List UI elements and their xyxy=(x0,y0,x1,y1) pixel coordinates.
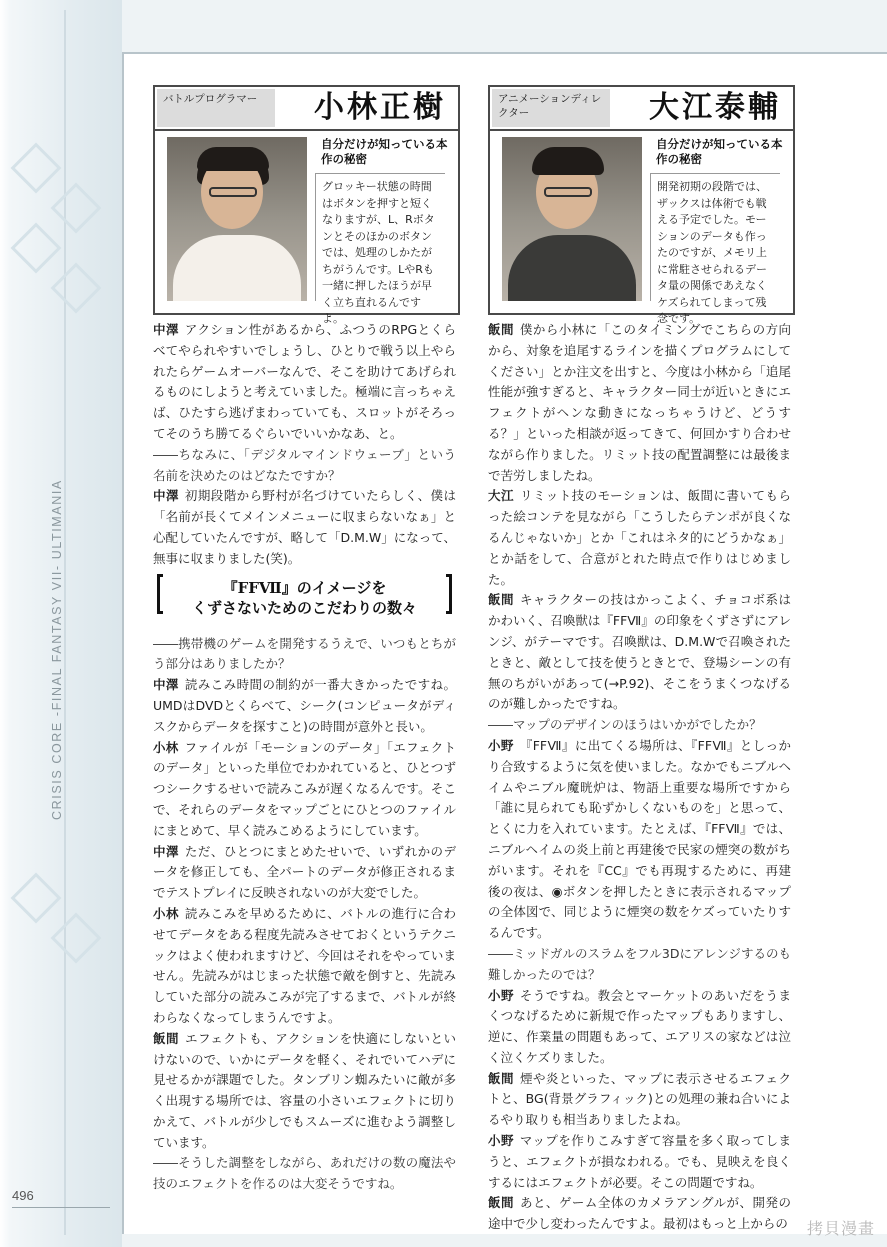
pattern-ornament xyxy=(11,223,62,274)
section-heading xyxy=(153,574,456,632)
profile-answer: グロッキー状態の時間はボタンを押すと短くなりますが、L、Rボタンとそのほかのボタンでは、処理のしかたがちがうんです。LやRも一緒に押したほうが早く立ち直れるんですよ。 xyxy=(315,173,445,301)
photo-figure-hair-top xyxy=(197,147,269,171)
dialogue-text: 僕から小林に「このタイミングでこちらの方向から、対象を追尾するラインを描くプログラムにしてください」とか注文を出すと、今度は小林から「追尾性能が強すぎると、キャラクター同士が近いときにエフェクトがヘンな動きになっちゃうけど、どうする？」といった相談が返ってきて、何回かすり合わせながら作りました。リミット技の配置調整には最後まで苦労しましたね。 xyxy=(488,322,791,483)
dialogue-text: ただ、ひとつにまとめたせいで、いずれかのデータを修正しても、全パートのデータが修正されるまでテストプレイに反映されないのが大変でした。 xyxy=(153,843,456,901)
interviewer-question xyxy=(488,715,791,736)
speaker-name: 小林 xyxy=(153,905,179,921)
interviewer-question xyxy=(153,445,456,487)
dialogue-text: リミット技のモーションは、飯間に書いてもらった絵コンテを見ながら「こうしたらテンポが良くなるんじゃないか」とか「これはネタ的にどうかなぁ」とか話をして、合意がとれた時点で作りはじめました。 xyxy=(488,488,791,587)
pattern-ornament xyxy=(11,873,62,924)
page-number-rule xyxy=(12,1207,110,1208)
dialogue-text: ――マップのデザインのほうはいかがでしたか？ xyxy=(488,717,762,733)
dialogue-line xyxy=(153,675,456,737)
speaker-name: 飯間 xyxy=(488,322,514,337)
profile-header xyxy=(490,87,793,131)
dialogue-line xyxy=(153,1029,456,1154)
bracket-right xyxy=(446,574,452,614)
dialogue-line xyxy=(153,738,456,842)
watermark-text: 拷貝漫畫 xyxy=(806,1219,875,1238)
profile-card-oe xyxy=(488,85,795,325)
page-sidebar xyxy=(0,0,122,1247)
dialogue-line xyxy=(488,486,791,590)
profile-question: 自分だけが知っている本作の秘密 xyxy=(321,137,448,166)
speaker-name: 小林 xyxy=(153,739,179,755)
profile-card-kobayashi xyxy=(153,85,460,325)
photo-figure-body xyxy=(508,235,636,301)
dialogue-text: 初期段階から野村が名づけていたらしく、僕は「名前が長くてメインメニューに収まらないなぁ」と心配していたんですが、略して「D.M.W」になって、無事に収まりました(笑)。 xyxy=(153,488,456,566)
speaker-name: 小野 xyxy=(488,987,514,1003)
speaker-name: 中澤 xyxy=(153,488,179,504)
speaker-name: 飯間 xyxy=(488,592,514,608)
dialogue-text: そうですね。教会とマーケットのあいだをうまくつなげるために新規で作ったマップもありますし、逆に、作業量の問題もあって、エアリスの家などは泣く泣くケズりました。 xyxy=(488,987,791,1065)
top-band xyxy=(122,0,887,52)
dialogue-line xyxy=(153,320,456,445)
profile-answer: 開発初期の段階では、ザックスは体術でも戦える予定でした。モーションのデータも作ったのですが、メモリ上に常駐させられるデータ量の関係であえなくケズられてしまって残念です。 xyxy=(650,173,780,301)
photo-glasses xyxy=(544,187,592,197)
left-text-column xyxy=(153,320,456,1195)
dialogue-text: ――ミッドガルのスラムをフル3Dにアレンジするのも難しかったのでは？ xyxy=(488,945,791,982)
profile-name: 小林正樹 xyxy=(314,90,446,125)
section-heading-line-1: 『FFⅦ』のイメージを xyxy=(222,578,387,597)
pattern-ornament xyxy=(51,913,102,964)
photo-figure-body xyxy=(173,235,301,301)
pattern-ornament xyxy=(51,183,102,234)
dialogue-line xyxy=(488,736,791,944)
pattern-ornament xyxy=(11,143,62,194)
dialogue-line xyxy=(153,904,456,1029)
dialogue-line xyxy=(488,986,791,1069)
dialogue-line xyxy=(153,842,456,904)
profile-photo xyxy=(167,137,307,301)
dialogue-text: 『FFⅦ』に出てくる場所は、『FFⅦ』としっかり合致するように気を使いました。なかでもニブルヘイムやニブル魔晄炉は、物語上重要な場所ですから「誰に見られても恥ずかしくないものを」と思って、とくに力を入れています。たとえば、『FFⅦ』では、ニブルヘイムの炎上前と再建後で民家の煙突の数がちがいます。それを『CC』でも再現するために、再建後の夜は、◉ボタンを押したときに表示されるマップの全体図で、同じように煙突の数をケズっていたりするんです。 xyxy=(488,737,791,941)
page-number: 496 xyxy=(12,1188,34,1203)
interviewer-question xyxy=(153,634,456,676)
dialogue-text: 読みこみ時間の制約が一番大きかったですね。UMDはDVDとくらべて、シーク(コンピュータがディスクからデータを探すこと)の時間が意外と長い。 xyxy=(153,677,456,734)
dialogue-text: ――ちなみに、「デジタルマインドウェーブ」という名前を決めたのはどなたですか？ xyxy=(153,446,456,483)
dialogue-text: ファイルが「モーションのデータ」「エフェクトのデータ」といった単位でわかれていると、ひとつずつシークするせいで読みこみが遅くなるんです。そこで、それらのデータをマップごとにひとつのファイルにまとめて、早く読みこめるようにしています。 xyxy=(153,739,456,838)
dialogue-line xyxy=(153,486,456,569)
dialogue-line xyxy=(488,320,791,486)
photo-glasses xyxy=(209,187,257,197)
speaker-name: 中澤 xyxy=(153,322,179,337)
dialogue-line xyxy=(488,590,791,715)
interviewer-question xyxy=(488,944,791,986)
section-heading-line-2: くずさないためのこだわりの数々 xyxy=(191,598,417,617)
dialogue-text: エフェクトも、アクションを快適にしないといけないので、いかにデータを軽く、それでいてハデに見せるかが課題でした。タンブリン蜘みたいに敵が多く出現する場所では、容量の小さいエフェクトに切りかえて、バトルが少しでもスムーズに進むよう調整しています。 xyxy=(153,1030,456,1150)
profile-role: アニメーションディレクター xyxy=(492,89,610,127)
interviewer-question xyxy=(153,1153,456,1195)
dialogue-text: あと、ゲーム全体のカメラアングルが、開発の途中で少し変わったんですよ。最初はもっと上からの xyxy=(488,1195,791,1232)
dialogue-text: キャラクターの技はかっこよく、チョコボ系はかわいく、召喚獣は『FFⅦ』の印象をくずさずにアレンジ、がテーマです。召喚獣は、D.M.Wで召喚されたときと、敵として技を使うときとで、登場シーンの有無のちがいがあって(→P.92)、そこをうまくつなげるのが難しかったですね。 xyxy=(488,592,791,712)
speaker-name: 大江 xyxy=(488,488,514,504)
profile-role: バトルプログラマー xyxy=(157,89,275,127)
speaker-name: 飯間 xyxy=(153,1030,179,1046)
right-text-column xyxy=(488,320,791,1235)
speaker-name: 飯間 xyxy=(488,1195,514,1211)
dialogue-line xyxy=(488,1131,791,1193)
dialogue-text: ――そうした調整をしながら、あれだけの数の魔法や技のエフェクトを作るのは大変そうですね。 xyxy=(153,1155,456,1192)
speaker-name: 飯間 xyxy=(488,1070,514,1086)
dialogue-text: 読みこみを早めるために、バトルの進行に合わせてデータをある程度先読みさせておくというテクニックはよく使われますけど、今回はそれをやっていません。先読みがはじまった状態で敵を倒すと、先読みしていた部分の読みこみが完了するまで、バトルが終わらなくなってしまうんですよ。 xyxy=(153,905,456,1025)
profile-header xyxy=(155,87,458,131)
profile-photo xyxy=(502,137,642,301)
photo-figure-hair xyxy=(532,147,604,175)
dialogue-text: マップを作りこみすぎて容量を多く取ってしまうと、エフェクトが損なわれる。でも、見映えを良くするにはエフェクトが必要。そこの問題ですね。 xyxy=(488,1133,791,1190)
profile-question: 自分だけが知っている本作の秘密 xyxy=(656,137,783,166)
dialogue-line xyxy=(488,1193,791,1235)
vertical-book-title: CRISIS CORE -FINAL FANTASY VII- ULTIMANIA xyxy=(50,479,64,820)
speaker-name: 小野 xyxy=(488,737,514,753)
speaker-name: 小野 xyxy=(488,1133,514,1149)
bracket-left xyxy=(157,574,163,614)
dialogue-line xyxy=(488,1069,791,1131)
profile-name: 大江泰輔 xyxy=(649,90,781,125)
speaker-name: 中澤 xyxy=(153,677,179,693)
dialogue-text: アクション性があるから、ふつうのRPGとくらべてやられやすいでしょうし、ひとりで戦う以上やられたらゲームオーバーなんで、そこを助けてあげられるものにしようと考えていました。極端に言っちゃえば、ひたすら逃げまわっていても、スロットがそろってそのうち勝てるぐらいでいいかなあ、と。 xyxy=(153,322,456,441)
pattern-ornament xyxy=(51,263,102,314)
dialogue-text: ――携帯機のゲームを開発するうえで、いつもとちがう部分はありましたか？ xyxy=(153,635,456,672)
dialogue-text: 煙や炎といった、マップに表示させるエフェクトと、BG(背景グラフィック)との処理の兼ね合いによるやり取りも相当ありましたよね。 xyxy=(488,1070,791,1128)
speaker-name: 中澤 xyxy=(153,843,179,859)
